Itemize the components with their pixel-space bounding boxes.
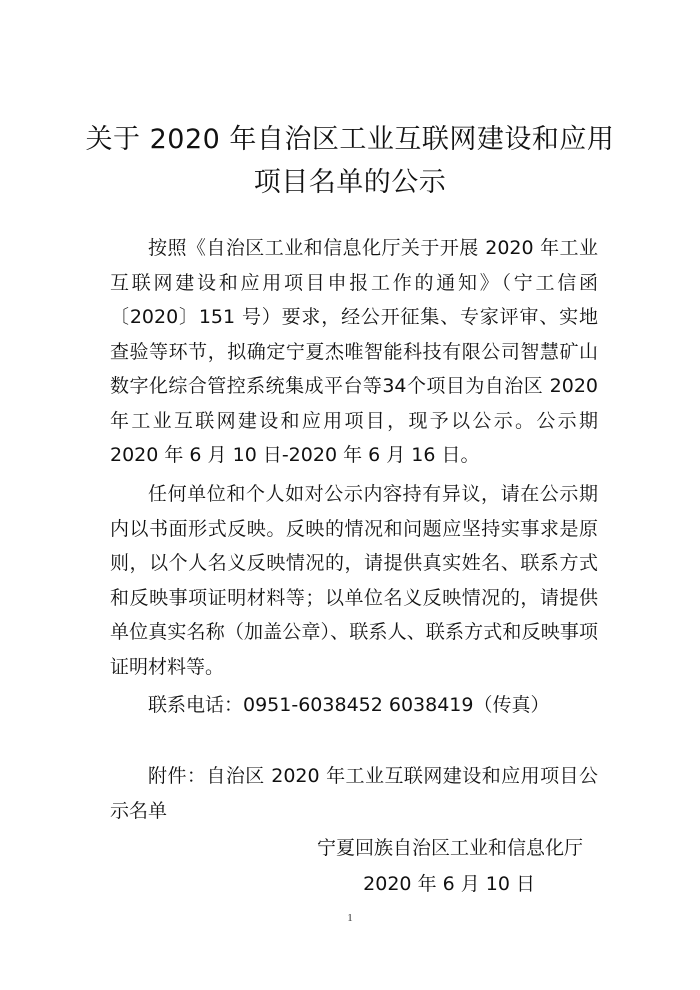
- document-title-line1: 关于 2020 年自治区工业互联网建设和应用: [85, 124, 615, 155]
- paragraph-notice: [110, 231, 598, 473]
- paragraph-objection-text: 任何单位和个人如对公示内容持有异议，请在公示期内以书面形式反映。反映的情况和问题应坚持实事求是原则，以个人名义反映情况的，请提供真实姓名、联系方式和反映事项证明材料等；以单位名义反映情况的，请提供单位真实名称（加盖公章）、联系人、联系方式和反映事项证明材料等。: [110, 483, 598, 678]
- contact-text: 联系电话：0951-6038452 6038419（传真）: [148, 694, 550, 716]
- page-number: 1: [347, 912, 353, 924]
- paragraph-objection: [110, 477, 598, 684]
- attachment-line: [110, 759, 598, 828]
- attachment-text: 附件：自治区 2020 年工业互联网建设和应用项目公示名单: [110, 765, 598, 822]
- signature-date: 2020 年 6 月 10 日: [363, 873, 535, 895]
- document-title-line2: 项目名单的公示: [253, 167, 447, 198]
- signature-organization: 宁夏回族自治区工业和信息化厅: [316, 837, 583, 859]
- paragraph-notice-text: 按照《自治区工业和信息化厅关于开展 2020 年工业互联网建设和应用项目申报工作的通知》（宁工信函〔2020〕151 号）要求，经公开征集、专家评审、实地查验等环节，拟确定宁夏杰唯智能科技有限公司智慧矿山数字化综合管控系统集成平台等34个项目为自治区 2020 年工业互联网建设和应用项目，现予以公示。公示期 2020 年 6 月 10 日-2020 年 6 月 16 日。: [110, 237, 598, 466]
- contact-line: [110, 688, 598, 723]
